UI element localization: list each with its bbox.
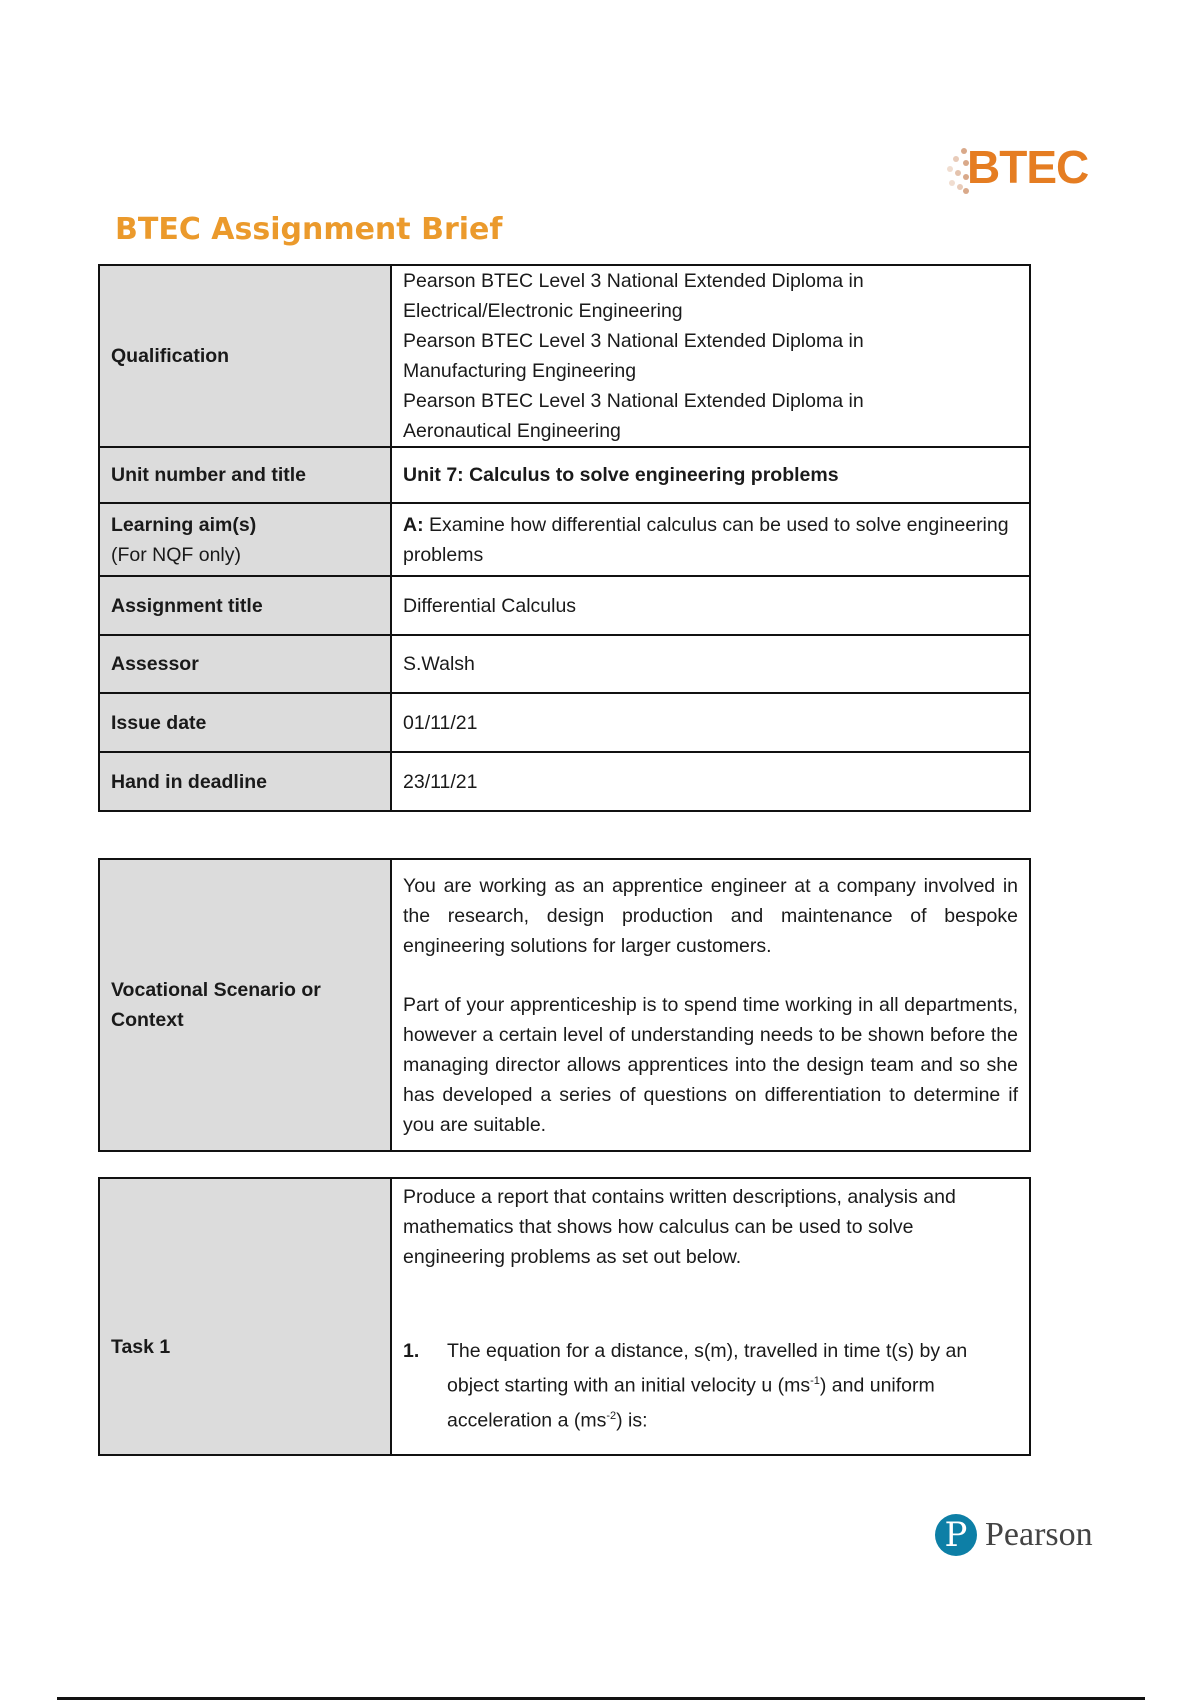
scenario-label: Vocational Scenario or Context (99, 859, 391, 1151)
table-row (99, 576, 1030, 635)
btec-logo-text: BTEC (967, 141, 1089, 193)
btec-logo (945, 140, 1095, 195)
scenario-paragraph: You are working as an apprentice engineer at a company involved in the research, design production and maintenance of bespoke engineering solutions for larger customers. (403, 874, 1018, 957)
task-value (391, 1178, 1030, 1455)
qualification-line: Manufacturing Engineering (403, 360, 637, 382)
pearson-p-icon: P (935, 1514, 977, 1556)
table-row (99, 1178, 1030, 1455)
task-text-part: The equation for a distance, s(m), travelled in time t(s) by an object starting with an initial velocity u (ms (447, 1340, 968, 1397)
superscript: -2 (606, 1409, 617, 1422)
aim-prefix: A: (403, 513, 424, 536)
task-label: Task 1 (99, 1178, 391, 1455)
task-intro: Produce a report that contains written descriptions, analysis and mathematics that shows how calculus can be used to solve engineering problems as set out below. (403, 1186, 956, 1268)
task-item (403, 1336, 1018, 1435)
aim-label: Learning aim(s) (111, 513, 257, 536)
qualification-line: Pearson BTEC Level 3 National Extended Diploma in (403, 390, 864, 412)
task-item-text (447, 1336, 1018, 1435)
unit-value: Unit 7: Calculus to solve engineering problems (391, 447, 1030, 503)
qualification-line: Pearson BTEC Level 3 National Extended Diploma in (403, 330, 864, 352)
scenario-value (391, 859, 1030, 1151)
assignment-title-value: Differential Calculus (391, 576, 1030, 635)
task-item-number: 1. (403, 1340, 420, 1362)
superscript: -1 (810, 1375, 820, 1387)
task-text-part: ) and uniform acceleration a (ms (447, 1374, 935, 1431)
aim-sublabel: (For NQF only) (111, 543, 242, 566)
table-row (99, 503, 1030, 576)
table-row (99, 752, 1030, 811)
table-row (99, 635, 1030, 693)
deadline-value: 23/11/21 (391, 752, 1030, 811)
scenario-table (98, 858, 1031, 1152)
unit-label: Unit number and title (99, 447, 391, 503)
qualification-line: Electrical/Electronic Engineering (403, 300, 683, 322)
scenario-paragraph: Part of your apprenticeship is to spend time working in all departments, however a certain level of understanding needs to be shown before the managing director allows apprentices into the design team and so she has developed a series of questions on differentiation to determine if you are suitable. (403, 993, 1018, 1136)
assignment-title-label: Assignment title (99, 576, 391, 635)
deadline-label: Hand in deadline (99, 752, 391, 811)
issue-date-label: Issue date (99, 693, 391, 752)
table-row (99, 693, 1030, 752)
assessor-value: S.Walsh (391, 635, 1030, 693)
qualification-line: Aeronautical Engineering (403, 420, 621, 442)
brief-details-table (98, 264, 1031, 812)
pearson-logo-text: Pearson (985, 1516, 1093, 1553)
qualification-line: Pearson BTEC Level 3 National Extended Diploma in (403, 270, 864, 292)
qualification-value (391, 265, 1030, 447)
page-title: BTEC Assignment Brief (115, 212, 503, 247)
aim-value-cell (391, 503, 1030, 576)
table-row (99, 859, 1030, 1151)
pearson-logo (935, 1510, 1093, 1560)
aim-label-cell (99, 503, 391, 576)
qualification-label: Qualification (99, 265, 391, 447)
assessor-label: Assessor (99, 635, 391, 693)
task-table (98, 1177, 1031, 1456)
aim-value: Examine how differential calculus can be used to solve engineering problems (403, 513, 1009, 566)
issue-date-value: 01/11/21 (391, 693, 1030, 752)
task-text-part: ) is: (616, 1409, 648, 1431)
table-row (99, 265, 1030, 447)
table-row (99, 447, 1030, 503)
